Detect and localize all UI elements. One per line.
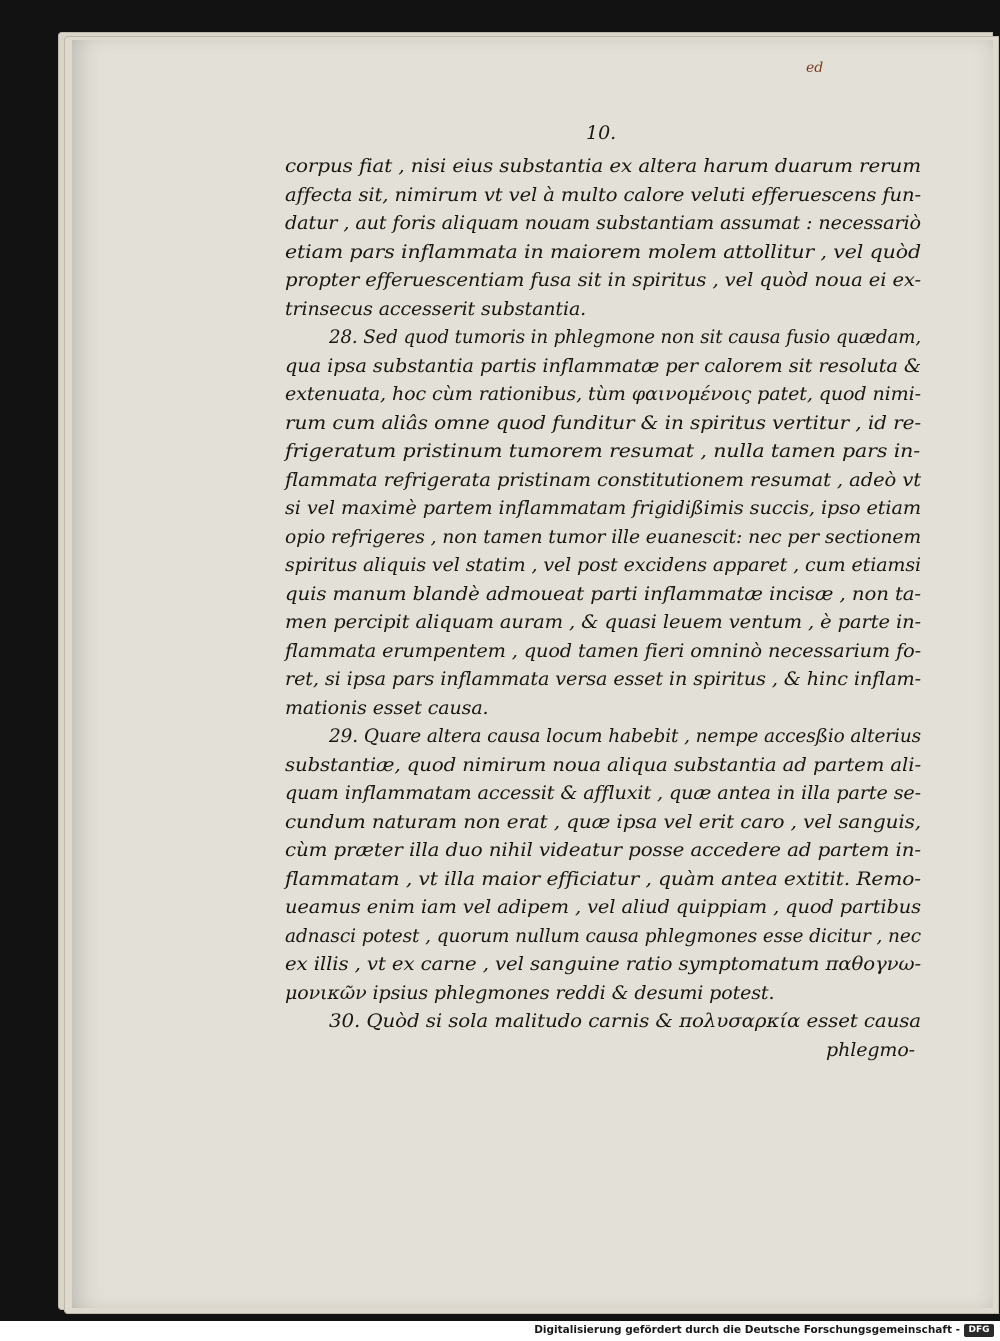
text-line: opio refrigeres , non tamen tumor ille euanescit: nec per sectionem xyxy=(285,525,921,548)
main-text-block xyxy=(285,152,925,1064)
text-line: extenuata, hoc cùm rationibus, tùm φαινομένοις patet, quod nimi- xyxy=(285,383,921,405)
text-line: flammata erumpentem , quod tamen fieri omninò necessarium fo- xyxy=(285,639,921,662)
catchword: phlegmo- xyxy=(826,1038,915,1061)
page-number: 10. xyxy=(586,122,617,144)
text-line: flammatam , vt illa maior efficiatur , quàm antea extitit. Remo- xyxy=(285,867,921,890)
ink-annotation: ed xyxy=(806,60,824,76)
text-line: spiritus aliquis vel statim , vel post excidens apparet , cum etiamsi xyxy=(285,554,921,576)
text-line: etiam pars inflammata in maiorem molem attollitur , vel quòd xyxy=(285,240,921,263)
text-line: flammata refrigerata pristinam constitutionem resumat , adeò vt xyxy=(285,468,921,491)
text-line: quam inflammatam accessit & affluxit , quæ antea in illa parte se- xyxy=(285,782,921,804)
paragraph-start-29: 29. Quare altera causa locum habebit , nempe accesßio alterius xyxy=(329,725,921,747)
paragraph-start-28: 28. Sed quod tumoris in phlegmone non sit causa fusio quædam, xyxy=(329,326,921,348)
text-line: ret, si ipsa pars inflammata versa esset in spiritus , & hinc inflam- xyxy=(285,668,921,690)
funding-notice: Digitalisierung gefördert durch die Deutsche Forschungsgemeinschaft - xyxy=(534,1324,960,1336)
text-line: quis manum blandè admoueat parti inflammatæ incisæ , non ta- xyxy=(285,582,921,605)
dfg-logo: DFG xyxy=(964,1324,994,1337)
text-line: substantiæ, quod nimirum noua aliqua substantia ad partem ali- xyxy=(285,753,921,776)
text-line: frigeratum pristinum tumorem resumat , nulla tamen pars in- xyxy=(285,440,921,462)
text-line: men percipit aliquam auram , & quasi leuem ventum , è parte in- xyxy=(285,611,921,633)
text-line: cundum naturam non erat , quæ ipsa vel erit caro , vel sanguis, xyxy=(285,810,921,833)
paragraph-start-30: 30. Quòd si sola malitudo carnis & πολυσαρκία esset causa xyxy=(329,1010,921,1032)
text-line: cùm præter illa duo nihil videatur posse accedere ad partem in- xyxy=(285,839,921,861)
text-line: ex illis , vt ex carne , vel sanguine ratio symptomatum παθογνω- xyxy=(285,953,921,975)
text-line: mationis esset causa. xyxy=(285,696,489,719)
text-line: datur , aut foris aliquam nouam substantiam assumat : necessariò xyxy=(285,212,921,234)
text-line: μονικῶν ipsius phlegmones reddi & desumi potest. xyxy=(285,981,775,1004)
text-line: qua ipsa substantia partis inflammatæ per calorem sit resoluta & xyxy=(285,354,921,377)
text-line: corpus fiat , nisi eius substantia ex altera harum duarum rerum xyxy=(285,155,921,177)
text-line: si vel maximè partem inflammatam frigidißimis succis, ipso etiam xyxy=(285,497,921,519)
text-line: trinsecus accesserit substantia. xyxy=(285,297,587,320)
text-line: affecta sit, nimirum vt vel à multo calore veluti efferuescens fun- xyxy=(285,183,921,206)
text-line: adnasci potest , quorum nullum causa phlegmones esse dicitur , nec xyxy=(285,924,921,947)
text-line: rum cum aliâs omne quod funditur & in spiritus vertitur , id re- xyxy=(285,411,921,434)
text-line: propter efferuescentiam fusa sit in spiritus , vel quòd noua ei ex- xyxy=(285,269,921,291)
text-line: ueamus enim iam vel adipem , vel aliud quippiam , quod partibus xyxy=(285,896,921,918)
